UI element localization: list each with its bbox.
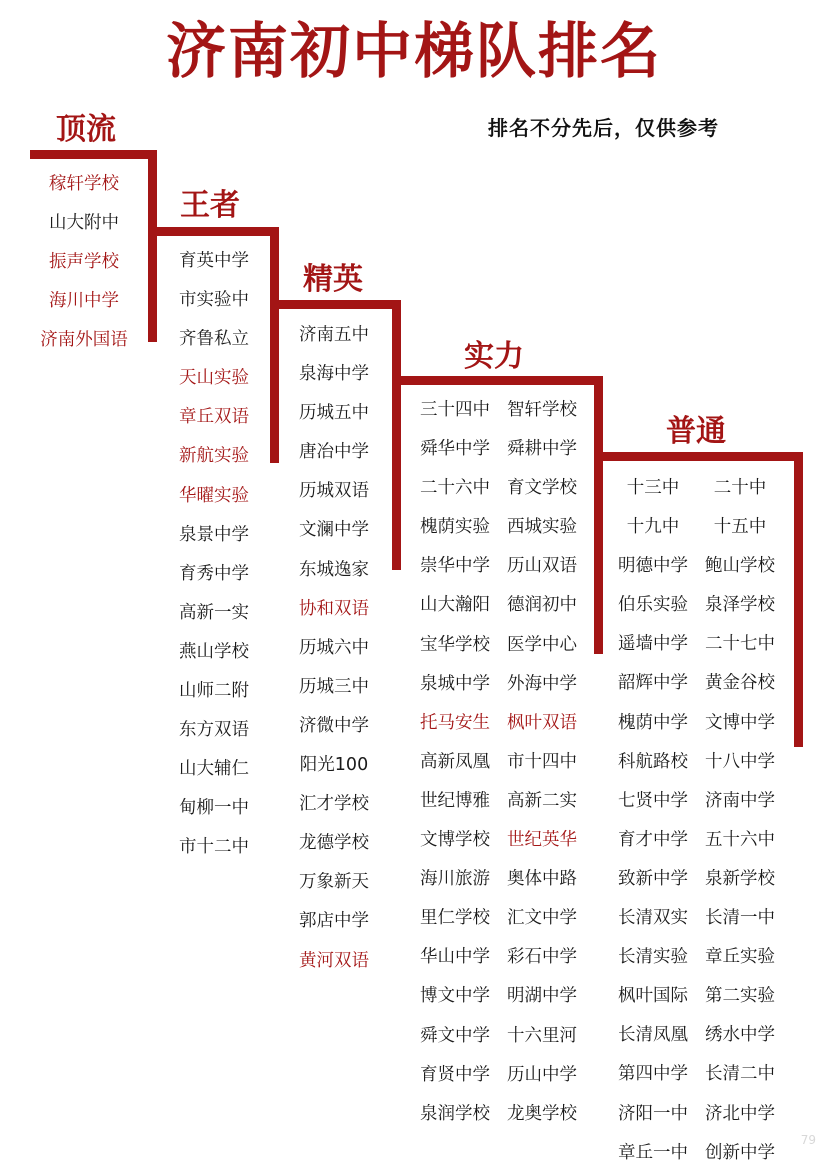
stair-bar-top <box>30 150 157 159</box>
school-item: 山大瀚阳 <box>420 595 490 616</box>
school-item: 十九中 <box>626 517 680 538</box>
school-list-normal-left <box>606 469 700 1173</box>
watermark: 79 <box>800 1133 816 1147</box>
school-item: 长清一中 <box>705 908 775 929</box>
school-item: 泉城中学 <box>420 673 490 694</box>
stair-bar-normal <box>594 452 803 461</box>
school-item: 致新中学 <box>618 868 688 889</box>
school-item: 齐鲁私立 <box>179 329 249 350</box>
school-item: 里仁学校 <box>420 908 490 929</box>
school-item: 枫叶双语 <box>507 712 577 733</box>
school-item: 市十二中 <box>179 837 249 858</box>
school-item: 新航实验 <box>179 446 249 467</box>
school-item: 托马安生 <box>420 712 490 733</box>
school-item: 高新二实 <box>507 790 577 811</box>
school-item: 韶辉中学 <box>618 673 688 694</box>
school-item: 市实验中 <box>179 290 249 311</box>
school-item: 伯乐实验 <box>618 595 688 616</box>
school-item: 十八中学 <box>705 751 775 772</box>
school-item: 稼轩学校 <box>49 174 119 194</box>
school-item: 十三中 <box>626 478 680 498</box>
school-item: 山大附中 <box>49 213 119 234</box>
school-item: 泉润学校 <box>420 1103 490 1124</box>
school-item: 二十中 <box>713 478 767 498</box>
school-item: 龙德学校 <box>299 833 369 854</box>
school-item: 槐荫实验 <box>420 517 490 538</box>
school-item: 育贤中学 <box>420 1064 490 1085</box>
school-item: 济南五中 <box>299 325 369 345</box>
school-item: 郭店中学 <box>299 911 369 932</box>
school-item: 长清二中 <box>705 1064 775 1085</box>
school-item: 世纪博雅 <box>420 790 490 811</box>
school-item: 甸柳一中 <box>179 798 249 819</box>
school-item: 东城逸家 <box>299 559 369 580</box>
school-list-normal-right <box>693 469 787 1173</box>
school-item: 智轩学校 <box>507 400 577 420</box>
school-item: 二十七中 <box>705 634 775 655</box>
school-item: 黄河双语 <box>299 950 369 971</box>
school-item: 育英中学 <box>179 251 249 271</box>
school-item: 市十四中 <box>507 751 577 772</box>
school-item: 崇华中学 <box>420 556 490 577</box>
school-item: 博文中学 <box>420 986 490 1007</box>
school-item: 山师二附 <box>179 681 249 702</box>
school-item: 世纪英华 <box>507 830 577 851</box>
school-item: 舜耕中学 <box>507 439 577 460</box>
school-item: 七贤中学 <box>618 790 688 811</box>
school-item: 章丘双语 <box>179 407 249 428</box>
tier-label-elite: 精英 <box>303 262 363 297</box>
school-item: 枫叶国际 <box>618 986 688 1007</box>
school-item: 万象新天 <box>299 872 369 893</box>
school-item: 育才中学 <box>618 829 688 850</box>
tier-label-strong: 实力 <box>464 339 524 374</box>
school-item: 遥墙中学 <box>618 634 688 655</box>
school-item: 第二实验 <box>705 986 775 1007</box>
school-item: 历城三中 <box>299 676 369 697</box>
school-item: 泉海中学 <box>299 364 369 385</box>
school-item: 汇文中学 <box>507 908 577 929</box>
school-item: 育秀中学 <box>179 563 249 584</box>
school-item: 槐荫中学 <box>618 712 688 733</box>
school-item: 明湖中学 <box>507 986 577 1007</box>
tier-label-king: 王者 <box>180 188 240 223</box>
stair-bar-king <box>148 227 279 236</box>
stair-bar-top-drop <box>148 150 157 342</box>
school-item: 唐冶中学 <box>299 442 369 463</box>
tier-label-normal: 普通 <box>666 414 726 449</box>
school-item: 海川旅游 <box>420 869 490 890</box>
school-item: 协和双语 <box>299 598 369 619</box>
school-item: 汇才学校 <box>299 794 369 815</box>
school-item: 华曜实验 <box>179 485 249 506</box>
school-item: 济阳一中 <box>618 1103 688 1124</box>
school-list-strong-right <box>495 391 589 1134</box>
school-item: 燕山学校 <box>179 641 249 662</box>
school-item: 历城双语 <box>299 481 369 502</box>
stair-bar-elite-drop <box>392 300 401 570</box>
school-item: 长清凤凰 <box>618 1025 688 1046</box>
school-item: 第四中学 <box>618 1064 688 1085</box>
school-item: 历城五中 <box>299 403 369 424</box>
school-item: 东方双语 <box>179 720 249 741</box>
school-item: 长清实验 <box>618 947 688 968</box>
school-item: 高新一实 <box>179 602 249 623</box>
page-title: 济南初中梯队排名 <box>166 17 662 87</box>
school-list-top <box>28 165 140 360</box>
school-item: 济北中学 <box>705 1103 775 1124</box>
school-item: 天山实验 <box>179 368 249 389</box>
school-item: 奥体中路 <box>507 869 577 890</box>
school-item: 黄金谷校 <box>705 673 775 694</box>
stair-bar-strong-drop <box>594 376 603 654</box>
school-item: 五十六中 <box>705 829 775 850</box>
stair-bar-normal-drop <box>794 452 803 747</box>
school-item: 章丘实验 <box>705 947 775 968</box>
school-item: 舜文中学 <box>420 1025 490 1046</box>
school-item: 文澜中学 <box>299 520 369 541</box>
school-item: 章丘一中 <box>618 1142 688 1163</box>
school-item: 西城实验 <box>507 517 577 538</box>
school-item: 山大辅仁 <box>179 759 249 780</box>
school-list-king <box>158 242 270 868</box>
school-item: 海川中学 <box>49 291 119 312</box>
school-item: 文博中学 <box>705 712 775 733</box>
school-item: 高新凤凰 <box>420 751 490 772</box>
school-item: 历城六中 <box>299 637 369 658</box>
school-item: 彩石中学 <box>507 947 577 968</box>
school-item: 泉新学校 <box>705 868 775 889</box>
school-item: 德润初中 <box>507 595 577 616</box>
school-item: 鲍山学校 <box>705 556 775 577</box>
school-item: 二十六中 <box>420 478 490 499</box>
school-item: 华山中学 <box>420 947 490 968</box>
school-item: 十五中 <box>713 517 767 538</box>
school-list-elite <box>278 316 390 981</box>
school-item: 济南外国语 <box>40 330 128 351</box>
school-item: 振声学校 <box>49 252 119 273</box>
school-item: 文博学校 <box>420 830 490 851</box>
stair-bar-elite <box>270 300 401 309</box>
school-item: 医学中心 <box>507 634 577 655</box>
school-item: 泉景中学 <box>179 524 249 545</box>
school-item: 长清双实 <box>618 908 688 929</box>
school-item: 十六里河 <box>507 1025 577 1046</box>
school-item: 历山双语 <box>507 556 577 577</box>
school-item: 绣水中学 <box>705 1025 775 1046</box>
school-item: 济微中学 <box>299 715 369 736</box>
school-list-strong-left <box>408 391 502 1134</box>
ranking-note: 排名不分先后，仅供参考 <box>488 116 719 140</box>
school-item: 阳光100 <box>299 755 369 776</box>
school-item: 舜华中学 <box>420 439 490 460</box>
school-item: 外海中学 <box>507 673 577 694</box>
school-item: 历山中学 <box>507 1064 577 1085</box>
tier-label-top: 顶流 <box>56 112 116 147</box>
school-item: 济南中学 <box>705 790 775 811</box>
school-item: 三十四中 <box>420 400 490 420</box>
school-item: 龙奥学校 <box>507 1103 577 1124</box>
school-item: 创新中学 <box>705 1142 775 1163</box>
school-item: 科航路校 <box>618 751 688 772</box>
school-item: 育文学校 <box>507 478 577 499</box>
school-item: 泉泽学校 <box>705 595 775 616</box>
school-item: 宝华学校 <box>420 634 490 655</box>
school-item: 明德中学 <box>618 556 688 577</box>
stair-bar-strong <box>392 376 603 385</box>
